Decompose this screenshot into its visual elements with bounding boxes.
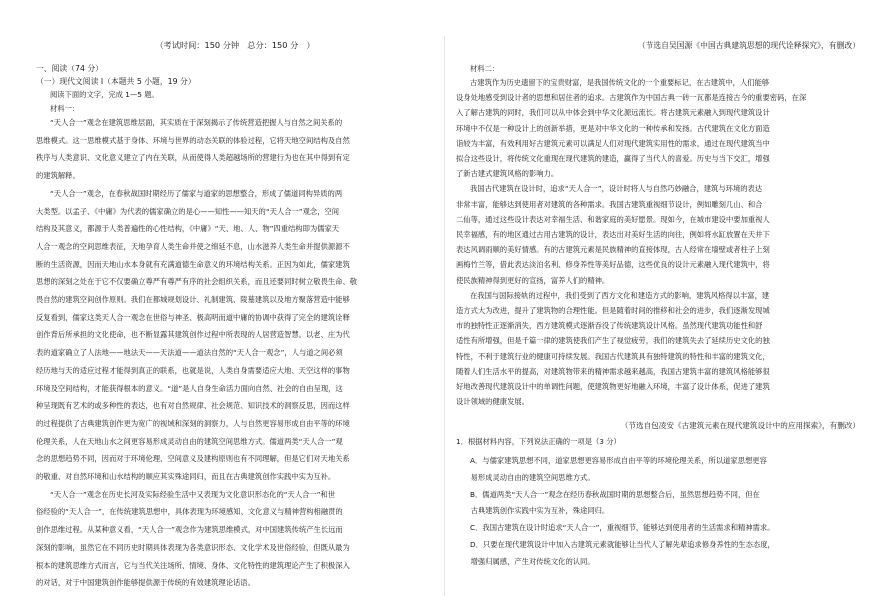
material-two-line: 设身处地感受到设计者的思想和居住者的追求。古建筑作为中国古典一砖一瓦都是连接古今的重要密码，在深 — [456, 93, 807, 103]
option-line: A．与儒家建筑思想不同，道家思想更容易形成自由平等的环境伦理关系，所以道家思想更容 — [470, 456, 767, 465]
left-column — [36, 0, 434, 614]
source-citation-top: （节选自吴国源《中国古典建筑思想的现代诠释探究》，有删改） — [637, 41, 860, 50]
material-one-line: 表的道家确立了人法地——地法天——天法道——道法自然的“天人合一观念”，人与道之间必须 — [36, 348, 343, 358]
material-two-label: 材料二： — [470, 64, 500, 73]
material-one-line: 的敬重、对自然环境和山水结构的顺应其实殊途同归，而且在古典建筑创作实践中实为互补。 — [36, 472, 336, 481]
material-one-line: 人合一观念的空间思维表征，天地孕育人类生命并使之绵延不息，山水滋养人类生命并提供源源不 — [36, 241, 350, 251]
material-two-line: 二仙等，通过这些设计表达对幸福生活、和谐家庭的美好愿景。现如今，在城市建设中要加重视人 — [456, 214, 770, 224]
option-line: 易形成灵动自由的建筑空间思维方式。 — [456, 472, 595, 482]
material-one-label: 材料一： — [50, 104, 80, 113]
material-one-line: 创作思维过程。从某种意义看，“天人合一”观念作为建筑思维模式，对中国建筑传统产生长远而 — [36, 525, 343, 535]
material-one-line: 反复看到，儒家这类天人合一观念在世俗与神圣、极高明而道中庸的协调中获得了完全的建筑诠释 — [36, 312, 350, 322]
material-two-line: 诣较为丰富，有效利用好古建筑元素可以满足人们对现代建筑实用性的需求，通过在现代建筑当中 — [456, 138, 770, 148]
column-divider — [444, 36, 445, 596]
material-two-line: 适性有所增强，但是千篇一律的建筑使我们产生了视觉疲劳，我们的建筑失去了延续历史文化的独 — [456, 336, 770, 346]
right-column — [456, 0, 860, 614]
material-two-line: 特性，不利于建筑行业的健康可持续发展。我国古代建筑具有独特建筑的特性和丰富的建筑文化， — [456, 351, 770, 361]
material-two-line: 了新古建式建筑风格的影响力。 — [456, 169, 559, 179]
material-one-line: 根本的建筑思维方式而言，它与当代关注场所、情境、身体、文化特性的建筑理论产生了积极深入 — [36, 560, 350, 570]
question-1: 1．根据材料内容，下列说法正确的一项是（3 分） — [456, 437, 621, 446]
option-line: B．儒道两类“天人合一”观念在经历春秋战国时期的思想整合后，虽然思想趋势不同，但在 — [470, 489, 760, 499]
material-two-line: 拟合这些设计，将传统文化重现在现代建筑的建造，赢得了当代人的喜爱。历史与当下交汇，增强 — [456, 154, 770, 163]
material-two-line: 入了解古建筑的同时，我们可以从中体会到中华文化源远流长。将古建筑元素融入到现代建筑设计 — [456, 108, 770, 118]
material-two-line: 表达风调雨顺的美好情感。有的古建筑元素是民族精神的直接体现，古人经常在墙壁或者柱子上刻 — [456, 245, 770, 255]
material-two-line: 随着人们生活水平的提高，对建筑物带来的精神需求越来越高，我国古建筑丰富的建筑风格能够很 — [456, 366, 770, 376]
material-one-line: “天人合一”观念在建筑思维层面，其实质在于深刻揭示了传统营造把握人与自然之间关系的 — [50, 118, 343, 127]
material-one-line: 的对话，对于中国建筑创作能够提供源于传统的有效建筑理论话语。 — [36, 578, 255, 588]
material-one-line: 念的思想趋势不同，因而对于环境伦理、空间意义及建构原则也有不同理解，但是它们对天地关系 — [36, 454, 350, 464]
material-one-line: 思想的深刻之处在于它不仅要确立尊严有尊严有序的社会组织关系，而且还要同时树立敬畏生命、敬 — [36, 277, 358, 287]
material-two-line: 非常丰富，能够达到使用者对建筑的各种需求。我国古建筑重视细节设计，例如雕刻几山、和合 — [456, 199, 763, 209]
material-one-line: 思维模式。这一思维模式基于身体、环境与世界的动态关联的体验过程，它将天地空间结构及自然 — [36, 135, 350, 145]
section-title: 一、阅读（74 分） — [36, 64, 103, 73]
material-one-line: “天人合一”观念，在春秋战国时期经历了儒家与道家的思想整合，形成了儒道同构异质的两 — [50, 188, 343, 198]
material-one-line: 种呈现既有艺术的或多种性的表达，也有对自然规律、社会规范、知识技术的洞察反思，因而这样 — [36, 401, 350, 411]
exam-info: （考试时间：150 分钟 总分：150 分 ） — [155, 40, 315, 50]
option-line: 古典建筑创作实践中实为互补，殊途同归。 — [456, 506, 610, 516]
material-two-line: 造方式大为改进，提升了建筑物的合理性能。但是随着时间的推移和社会的进步，我们逐渐发现城 — [456, 306, 770, 315]
subsection-title: （一）现代文阅读 I（本题共 5 小题，19 分） — [36, 77, 196, 86]
option-line: 增强归属感，产生对传统文化的认同。 — [456, 556, 595, 566]
material-one-line: 断的生活资源，因而天地山水本身就有充满道德生命意义的环境结构关系。正因为如此，儒家建筑 — [36, 259, 350, 269]
material-one-line: 的过程提供了古典建筑创作更为宽广的视域和深刻的洞察力，人与自然更容易形成自由平等的环境 — [36, 418, 350, 428]
material-one-line: 大类型。以孟子、《中庸》为代表的儒家确立的是心——知性——知天的“天人合一”观念，空间 — [36, 206, 340, 216]
material-one-line: 深刻的影响，虽然它在不同历史时期具体表现为各类意识形态、文化学术及世俗经验，但既从最为 — [36, 542, 350, 552]
material-one-line: “天人合一”观念在历史长河及实际经验生活中又表现为文化意识形态化的“天人合一”和世 — [50, 489, 336, 499]
material-two-line: 画梅竹兰等，借此表达淡泊名利、修身养性等美好品德，这些优良的设计元素融入现代建筑中，将 — [456, 260, 770, 270]
material-one-line: 的建筑解释。 — [36, 171, 80, 181]
material-two-line: 好地改善现代建筑设计中的单调性问题，使建筑物更好地融入环境，丰富了设计体系，促进了建筑 — [456, 382, 770, 391]
material-one-line: 畏自然的建筑空间创作原则。我们在都城规划设计、礼制建筑、陵墓建筑以及地方聚落营造中能够 — [36, 295, 350, 304]
material-two-line: 设计领域的健康发展。 — [456, 397, 529, 407]
material-two-line: 古建筑作为历史遗留下的宝贵财富，是我国传统文化的一个重要标记，在古建筑中，人们能够 — [470, 78, 770, 87]
material-two-line: 市的独特性正逐渐消失，西方建筑模式逐渐吞没了传统建筑设计风格。虽然现代建筑功能性和舒 — [456, 321, 763, 331]
material-one-line: 俗经验的“天人合一”，在传统建筑思想中，具体表现为环境感知、文化意义与精神营构相融贯的 — [36, 507, 343, 517]
material-two-line: 我国古代建筑在设计时，追求“天人合一”，设计时将人与自然巧妙融合，建筑与环境的表达 — [470, 184, 763, 194]
source-citation-two: （节选自包凌安《古建筑元素在现代建筑设计中的应用探索》，有删改） — [620, 421, 860, 430]
material-two-line: 环境中不仅是一种设计上的创新举措，更是对中华文化的一种传承和发扬。古代建筑在文化方面造 — [456, 123, 770, 133]
option-line: D．只要在现代建筑设计中加入古建筑元素就能够让当代人了解先辈追求修身养性的生态态度， — [470, 540, 775, 549]
material-one-line: 结构及其意义，都源于人类普遍性的心性结构，《中庸》“天、地、人、物”四重结构即为儒家天 — [36, 224, 340, 234]
material-two-line: 在我国与国际接轨的过程中，我们受到了西方文化和建造方式的影响，建筑风格得以丰富，建 — [470, 290, 770, 300]
instruction: 阅读下面的文字，完成 1—5 题。 — [50, 90, 159, 99]
material-one-line: 伦理关系，人在天地山水之间更容易形成灵动自由的建筑空间思维方式。儒道两类“天人合一”观 — [36, 436, 343, 446]
material-one-line: 经历地与天的适应过程才能得到真正的联系，也就是说，人类自身需要适应大地、天空这样的事物 — [36, 365, 350, 375]
material-two-line: 使民族精神得到更好的宣扬，富养人们的精神。 — [456, 275, 610, 285]
material-one-line: 秩序与人类意识、文化意义建立了内在关联，从而使得人类超越场所的营建行为也在其中得到有定 — [36, 153, 350, 163]
option-line: C．我国古建筑在设计时追求“天人合一”，重视细节，能够达到使用者的生活需求和精神需求。 — [470, 523, 775, 533]
material-two-line: 民幸福感，有的地区通过古用古建筑的设计，表达出对美好生活的向往，例如将水缸放置在天井下 — [456, 230, 770, 239]
material-one-line: 环境及空间结构，才能获得根本的意义。“道”是人自身生命活力面向自然、社会的自由呈现，这 — [36, 383, 343, 393]
material-one-line: 创作背后所承担的文化使命，也不断显露其建筑创作过程中所表现的人居营造智慧。以老、庄为代 — [36, 330, 350, 340]
